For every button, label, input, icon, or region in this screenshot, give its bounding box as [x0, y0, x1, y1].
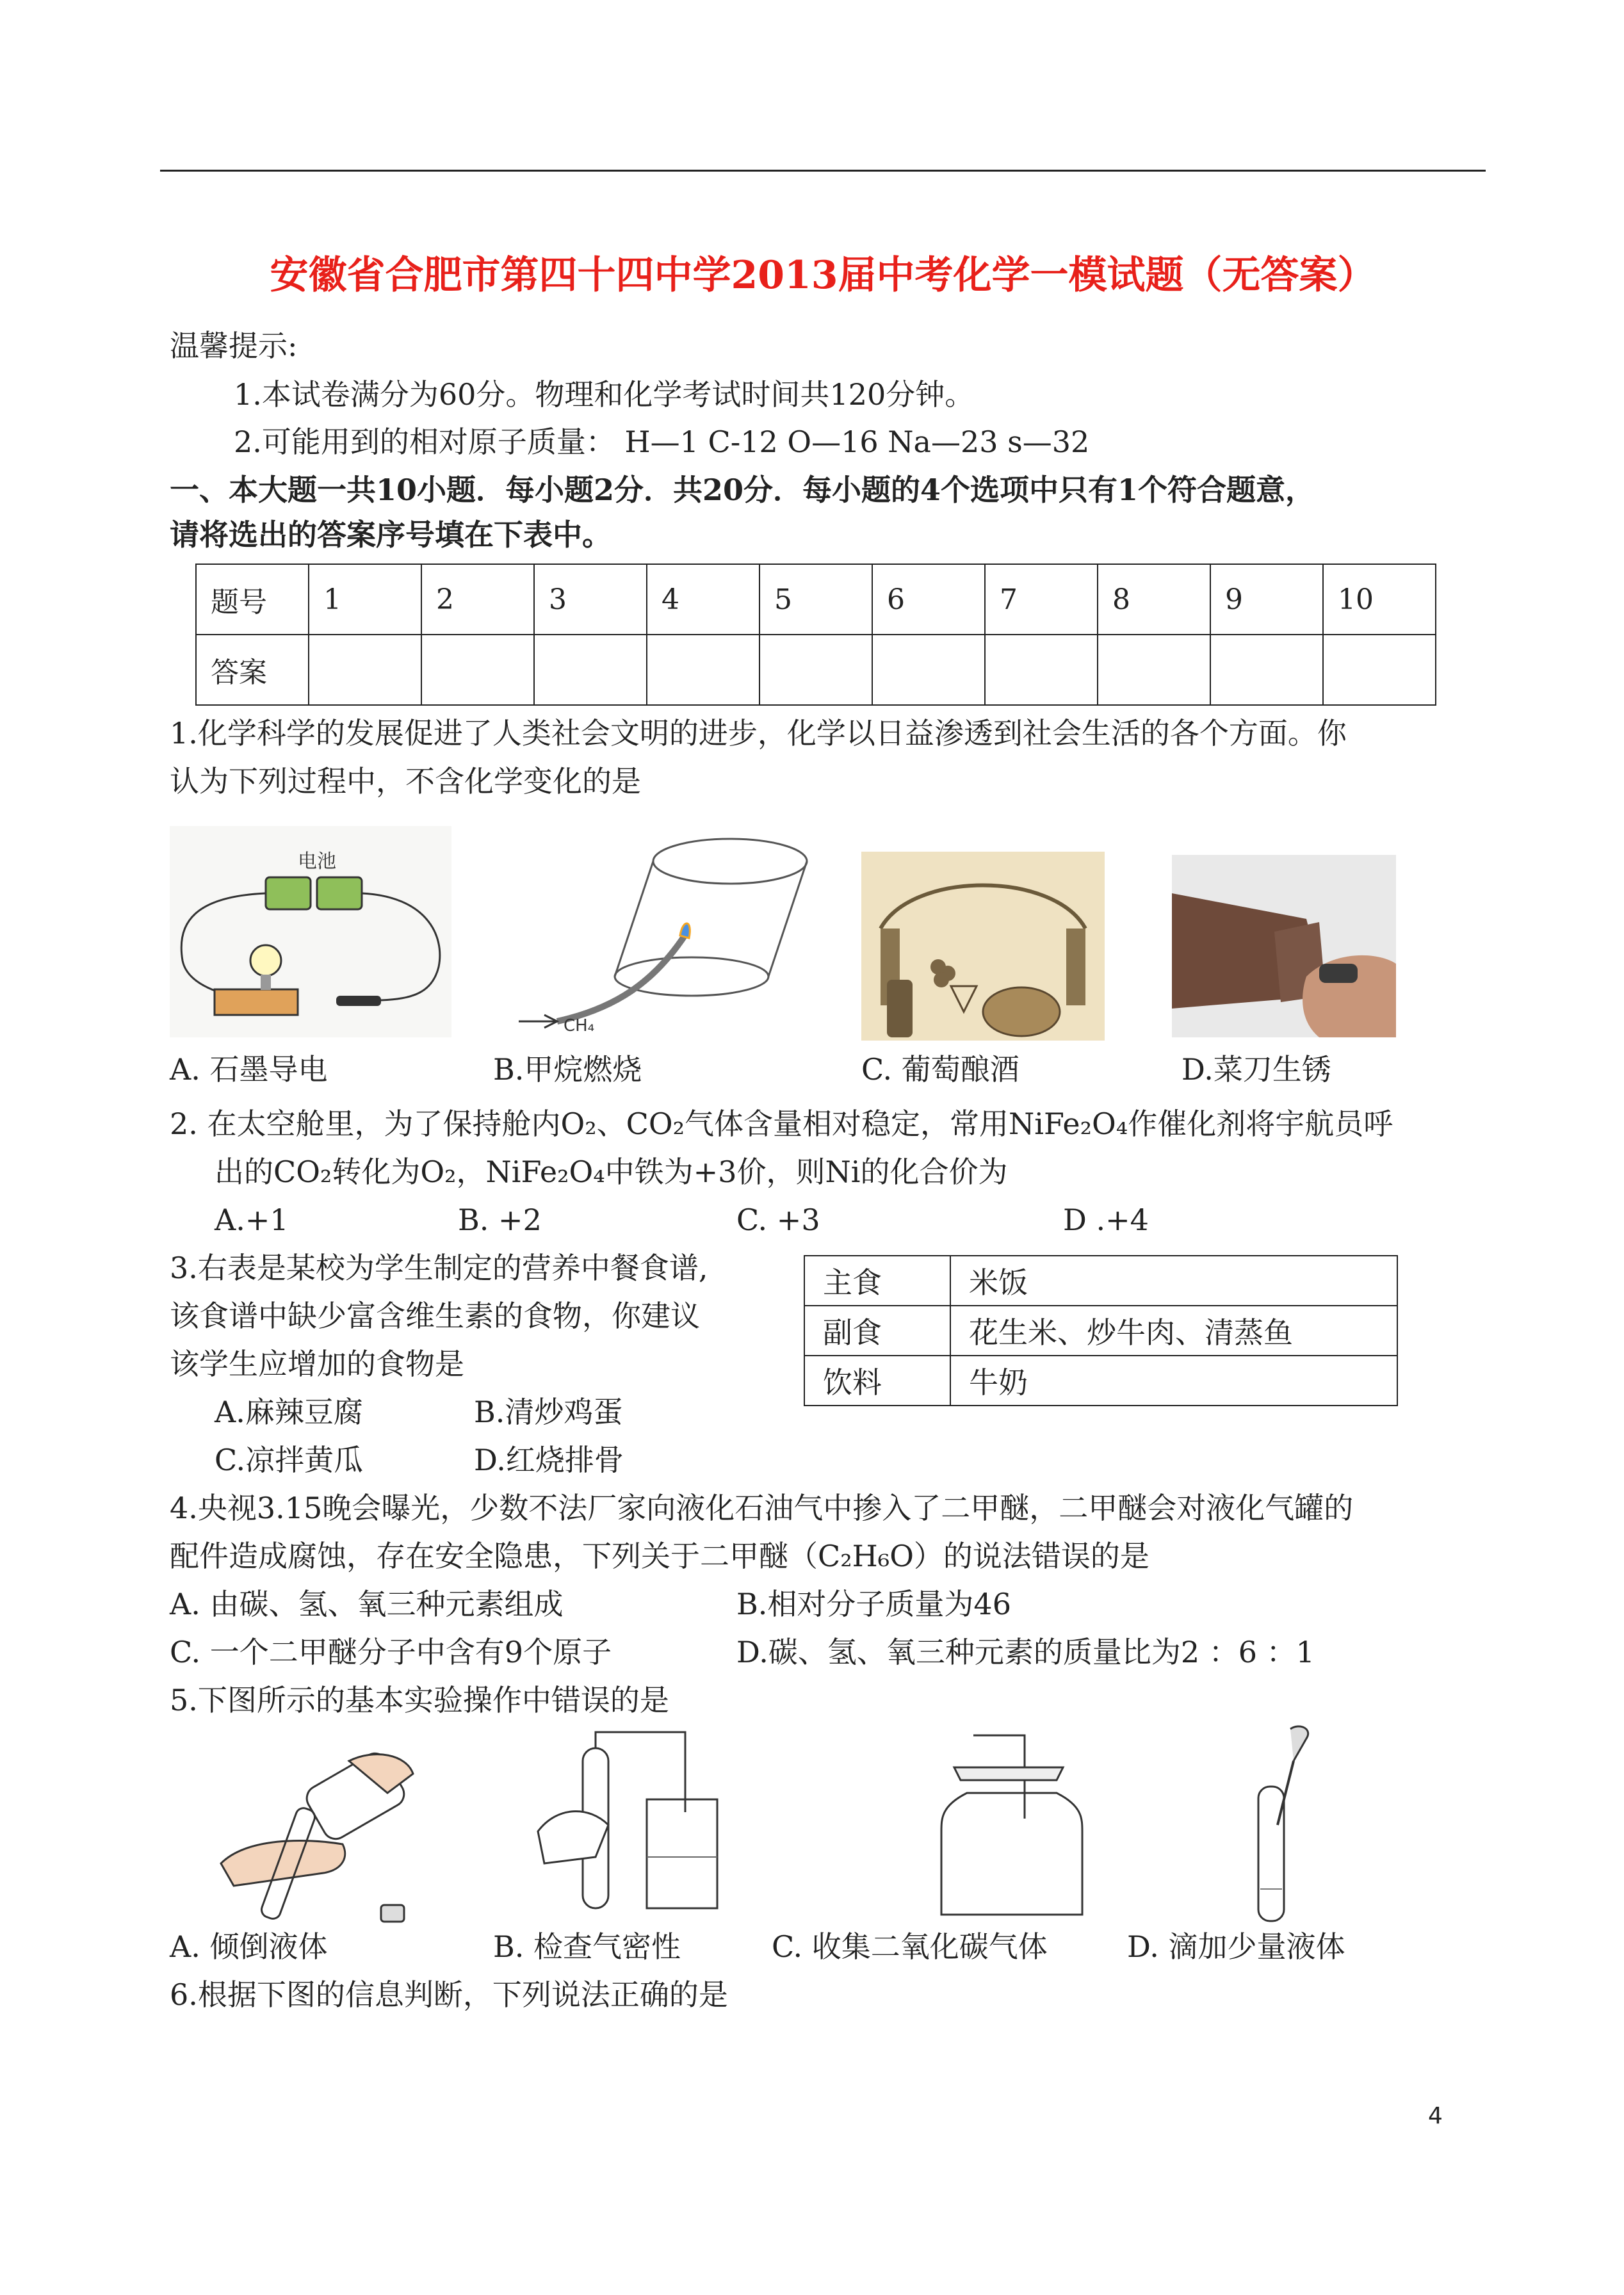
table-header-cell: 8	[1098, 564, 1210, 635]
menu-value: 花生米、炒牛肉、清蒸鱼	[950, 1306, 1397, 1356]
answer-cell[interactable]	[421, 635, 534, 705]
question-4-text-cont: 配件造成腐蚀，存在安全隐患，下列关于二甲醚（C₂H₆O）的说法错误的是	[170, 1539, 1149, 1573]
question-3-text: 3.右表是某校为学生制定的营养中餐食谱,	[170, 1251, 708, 1285]
table-row	[196, 564, 1436, 635]
page-title: 安徽省合肥市第四十四中学2013届中考化学一模试题（无答案）	[270, 253, 1376, 298]
q4-option-d: D.碳、氢、氧三种元素的质量比为2 ：6 ：1	[736, 1635, 1315, 1669]
answer-cell[interactable]	[872, 635, 985, 705]
answer-cell[interactable]	[1323, 635, 1436, 705]
menu-key: 饮料	[804, 1356, 950, 1406]
tip-item: 1.本试卷满分为60分。物理和化学考试时间共120分钟。	[234, 377, 975, 412]
menu-value: 米饭	[950, 1256, 1397, 1306]
q4-option-b: B.相对分子质量为46	[736, 1587, 1011, 1621]
question-5-text: 5.下图所示的基本实验操作中错误的是	[170, 1683, 669, 1717]
tip-item: 2.可能用到的相对原子质量： H—1 C-12 O—16 Na—23 s—32	[234, 425, 1090, 459]
airtightness-check-figure	[532, 1729, 724, 1921]
table-row	[196, 635, 1436, 705]
q1-option-d: D.菜刀生锈	[1181, 1052, 1331, 1087]
answer-cell[interactable]	[647, 635, 759, 705]
methane-burning-figure	[506, 823, 820, 1041]
table-header-cell: 6	[872, 564, 985, 635]
q3-option-a: A.麻辣豆腐	[215, 1395, 363, 1429]
dropper-figure	[1230, 1723, 1332, 1927]
answer-row-label: 答案	[196, 635, 309, 705]
section-heading-cont: 请将选出的答案序号填在下表中。	[170, 517, 612, 552]
answer-cell[interactable]	[309, 635, 421, 705]
q2-option-a: A.+1	[215, 1203, 289, 1237]
answer-cell[interactable]	[759, 635, 872, 705]
q1-option-b: B.甲烷燃烧	[493, 1052, 642, 1087]
q3-option-b: B.清炒鸡蛋	[474, 1395, 623, 1429]
tips-heading: 温馨提示:	[170, 328, 298, 363]
question-2-text-cont: 出的CO₂转化为O₂，NiFe₂O₄中铁为+3价，则Ni的化合价为	[215, 1155, 1008, 1189]
answer-cell[interactable]	[1210, 635, 1323, 705]
question-2-text: 2. 在太空舱里，为了保持舱内O₂、CO₂气体含量相对稳定，常用NiFe₂O₄作催化剂将宇航员呼	[170, 1107, 1393, 1141]
q5-option-b: B. 检查气密性	[493, 1929, 681, 1964]
question-1-text-cont: 认为下列过程中，不含化学变化的是	[170, 764, 641, 799]
table-header-cell: 2	[421, 564, 534, 635]
table-header-cell: 5	[759, 564, 872, 635]
co2-collection-figure	[929, 1729, 1095, 1927]
answer-table	[195, 564, 1436, 706]
q5-option-a: A. 倾倒液体	[170, 1929, 328, 1964]
section-heading: 一、本大题一共10小题．每小题2分．共20分．每小题的4个选项中只有1个符合题意，	[170, 473, 1315, 507]
table-header-cell: 4	[647, 564, 759, 635]
q3-option-d: D.红烧排骨	[474, 1443, 624, 1477]
ch4-label: CH₄	[564, 1016, 595, 1035]
question-6-text: 6.根据下图的信息判断，下列说法正确的是	[170, 1977, 728, 2012]
answer-cell[interactable]	[1098, 635, 1210, 705]
battery-label: 电池	[298, 850, 336, 873]
q1-option-a: A. 石墨导电	[170, 1052, 328, 1087]
table-row	[804, 1356, 1397, 1406]
table-header-cell: 题号	[196, 564, 309, 635]
table-header-cell: 1	[309, 564, 421, 635]
q1-option-c: C. 葡萄酿酒	[861, 1052, 1019, 1087]
q5-option-c: C. 收集二氧化碳气体	[772, 1929, 1048, 1964]
q4-option-c: C. 一个二甲醚分子中含有9个原子	[170, 1635, 612, 1669]
question-4-text: 4.央视3.15晚会曝光，少数不法厂家向液化石油气中掺入了二甲醚，二甲醚会对液化气罐的	[170, 1491, 1354, 1525]
header-rule	[160, 170, 1486, 172]
menu-key: 副食	[804, 1306, 950, 1356]
q3-option-c: C.凉拌黄瓜	[215, 1443, 364, 1477]
pouring-liquid-figure	[195, 1748, 439, 1927]
table-header-cell: 9	[1210, 564, 1323, 635]
q2-option-d: D .+4	[1063, 1203, 1149, 1237]
kitchen-knife-rust-figure	[1172, 855, 1396, 1037]
menu-key: 主食	[804, 1256, 950, 1306]
page-number: 4	[1428, 2103, 1443, 2129]
question-3-text-cont: 该学生应增加的食物是	[170, 1347, 464, 1381]
answer-cell[interactable]	[534, 635, 647, 705]
q5-option-d: D. 滴加少量液体	[1127, 1929, 1345, 1964]
graphite-circuit-figure	[170, 826, 451, 1037]
answer-cell[interactable]	[985, 635, 1098, 705]
table-header-cell: 3	[534, 564, 647, 635]
table-header-cell: 10	[1323, 564, 1436, 635]
question-3-text-cont: 该食谱中缺少富含维生素的食物，你建议	[170, 1299, 700, 1333]
q2-option-b: B. +2	[458, 1203, 542, 1237]
wine-making-figure	[861, 852, 1105, 1041]
table-row	[804, 1256, 1397, 1306]
table-row	[804, 1306, 1397, 1356]
question-1-text: 1.化学科学的发展促进了人类社会文明的进步，化学以日益渗透到社会生活的各个方面。你	[170, 716, 1347, 750]
meal-menu-table	[804, 1255, 1398, 1406]
q2-option-c: C. +3	[736, 1203, 820, 1237]
menu-value: 牛奶	[950, 1356, 1397, 1406]
table-header-cell: 7	[985, 564, 1098, 635]
q4-option-a: A. 由碳、氢、氧三种元素组成	[170, 1587, 564, 1621]
